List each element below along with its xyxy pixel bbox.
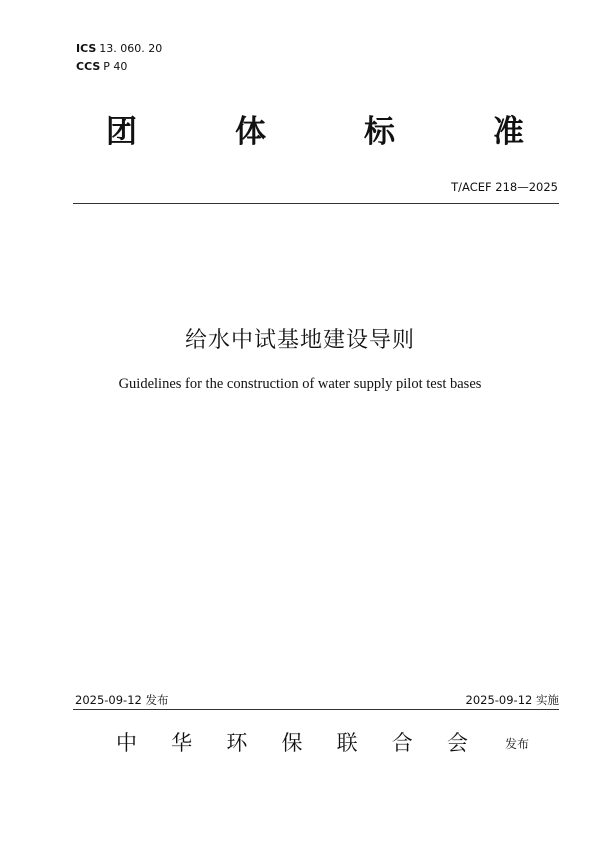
ccs-code — [76, 60, 127, 74]
ics-value: 13. 060. 20 — [99, 42, 163, 55]
standard-type-char: 标 — [364, 114, 395, 150]
publisher-char: 联 — [336, 731, 358, 755]
publisher-char: 环 — [226, 731, 248, 755]
publisher-char: 保 — [281, 731, 303, 755]
publish-date: 2025-09-12 发布 — [75, 693, 169, 707]
publisher-name — [116, 729, 468, 757]
publisher-char: 会 — [446, 731, 468, 755]
implement-date: 2025-09-12 实施 — [465, 693, 559, 707]
standard-type-char: 体 — [235, 114, 266, 150]
standard-number: T/ACEF 218—2025 — [451, 180, 558, 194]
ics-code — [76, 42, 162, 56]
standard-type-char: 团 — [106, 114, 137, 150]
top-divider — [73, 203, 559, 204]
ics-label: ICS — [76, 42, 97, 55]
standard-type-heading — [106, 112, 524, 152]
publisher-char: 中 — [116, 731, 137, 755]
bottom-divider — [73, 709, 559, 710]
ccs-label: CCS — [76, 60, 101, 73]
publisher-suffix: 发布 — [505, 737, 530, 751]
title-chinese: 给水中试基地建设导则 — [184, 328, 415, 353]
title-english: Guidelines for the construction of water supply pilot test bases — [118, 376, 482, 392]
publisher-char: 华 — [171, 731, 193, 755]
ccs-value: P 40 — [103, 60, 128, 73]
publisher-char: 合 — [391, 731, 413, 755]
standard-type-char: 准 — [493, 114, 524, 150]
